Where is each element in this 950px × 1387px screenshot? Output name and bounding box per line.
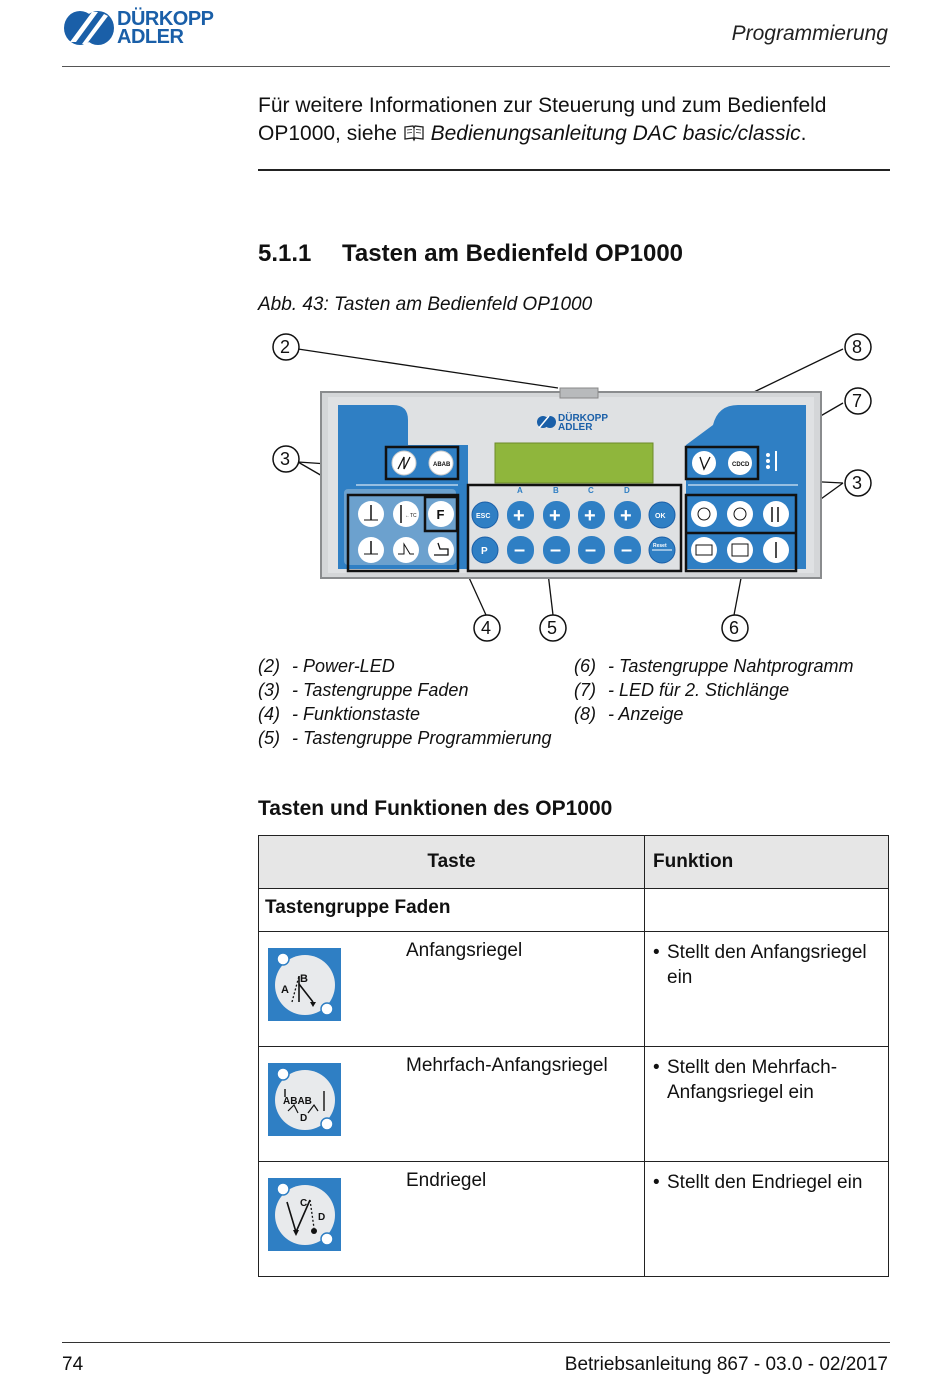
svg-text:D: D (318, 1212, 326, 1223)
svg-text:ABAB: ABAB (283, 1096, 312, 1107)
page-number: 74 (62, 1354, 84, 1375)
logo-line-2: ADLER (117, 26, 184, 48)
section-heading (258, 240, 683, 268)
panel-key-minus-c-label: – (585, 539, 597, 561)
col-label-d: D (624, 486, 630, 495)
svg-text:D: D (300, 1113, 308, 1124)
key-function: • Stellt den Mehrfach-Anfangsriegel ein (645, 1047, 889, 1162)
legend-right (574, 654, 853, 726)
callout-7-label: 7 (852, 391, 863, 411)
svg-text:B: B (300, 973, 308, 985)
callout-8-label: 8 (852, 337, 863, 357)
callout-3-left (273, 446, 299, 472)
panel-key-thread-5[interactable] (393, 537, 419, 563)
panel-key-seam-3[interactable] (763, 501, 789, 527)
intro-text: Für weitere Informationen zur Steuerung und zum Bedienfeld OP1000, siehe (258, 94, 827, 145)
functions-table (258, 835, 889, 1277)
header-rule (62, 66, 890, 67)
table-row (259, 1047, 889, 1162)
panel-key-mehrfach-endriegel[interactable] (728, 451, 752, 475)
mehrfach-anfangsriegel-icon (268, 1063, 341, 1136)
panel-logo-line-2: ADLER (558, 422, 593, 433)
panel-logo-line-1: DÜRKOPP (558, 413, 609, 424)
col-label-a: A (517, 486, 523, 495)
legend-left (258, 654, 551, 750)
callout-4 (474, 615, 500, 641)
header-section-title: Programmierung (731, 22, 888, 45)
panel-key-thread-2[interactable] (393, 501, 419, 527)
op1000-panel-figure (258, 325, 890, 650)
callout-2-label: 2 (280, 337, 291, 357)
col-header-taste: Taste (259, 836, 645, 889)
panel-key-reset-label: Reset (653, 543, 667, 549)
col-label-c: C (588, 486, 594, 495)
col-header-funktion: Funktion (645, 836, 889, 889)
callout-6-label: 6 (729, 618, 740, 638)
intro-rule (258, 169, 890, 171)
panel-key-ok-label: OK (655, 513, 666, 520)
key-name: Endriegel (406, 1170, 487, 1191)
section-title: Tasten am Bedienfeld OP1000 (342, 240, 684, 267)
panel-key-seam-4[interactable] (691, 537, 717, 563)
panel-key-seam-1[interactable] (691, 501, 717, 527)
panel-key-mehrfach-anfangsriegel[interactable] (429, 451, 453, 475)
panel-key-reset[interactable] (649, 537, 675, 563)
svg-text:ABAB: ABAB (433, 462, 451, 468)
panel-key-minus-b-label: – (550, 539, 562, 561)
key-function: • Stellt den Endriegel ein (645, 1162, 889, 1277)
panel-key-plus-d-label: + (620, 505, 632, 527)
endriegel-icon (268, 1178, 341, 1251)
callout-7 (845, 388, 871, 414)
panel-key-plus-d[interactable] (614, 501, 641, 529)
footer-document: Betriebsanleitung 867 - 03.0 - 02/2017 (564, 1354, 888, 1375)
anfangsriegel-icon (268, 948, 341, 1021)
callout-8 (845, 334, 871, 360)
panel-key-seam-5[interactable] (727, 537, 753, 563)
callout-3-right-label: 3 (852, 473, 863, 493)
section-number: 5.1.1 (258, 240, 312, 267)
svg-text:C: C (300, 1198, 308, 1209)
panel-key-plus-b-label: + (549, 505, 561, 527)
panel-key-p[interactable] (472, 537, 498, 563)
panel-key-plus-a[interactable] (507, 501, 534, 529)
callout-3-left-label: 3 (280, 449, 291, 469)
book-icon (403, 122, 431, 145)
intro-end: . (800, 122, 807, 145)
svg-text:←TC: ←TC (405, 513, 417, 519)
callout-5 (540, 615, 566, 641)
panel-key-thread-1[interactable] (358, 501, 384, 527)
panel-key-minus-d[interactable] (614, 536, 641, 564)
legend-item: (4) - Funktionstaste (258, 704, 421, 724)
panel-key-minus-b[interactable] (543, 536, 570, 564)
legend-item: (5) - Tastengruppe Programmierung (258, 728, 552, 748)
panel-key-endriegel[interactable] (692, 451, 716, 475)
group-row-label: Tastengruppe Faden (259, 889, 645, 932)
panel-key-esc-label: ESC (476, 513, 491, 520)
legend-item: (2) - Power-LED (258, 656, 395, 676)
callout-4-label: 4 (481, 618, 492, 638)
panel-key-seam-2[interactable] (727, 501, 753, 527)
callout-3-right (845, 470, 871, 496)
intro-paragraph (258, 92, 878, 148)
panel-key-f-label: F (436, 507, 445, 522)
key-function: • Stellt den Anfangsriegel ein (645, 932, 889, 1047)
footer-rule (62, 1342, 890, 1343)
callout-5-label: 5 (547, 618, 558, 638)
panel-key-esc[interactable] (472, 502, 498, 528)
callout-2 (273, 334, 299, 360)
intro-reference: Bedienungsanleitung DAC basic/classic (430, 122, 801, 145)
panel-key-anfangsriegel[interactable] (392, 451, 416, 475)
key-name: Mehrfach-Anfangsriegel (406, 1055, 608, 1076)
key-name: Anfangsriegel (406, 940, 523, 961)
svg-text:CDCD: CDCD (732, 462, 750, 468)
panel-key-plus-c[interactable] (578, 501, 605, 529)
company-logo (62, 8, 232, 50)
logo-line-1: DÜRKOPP (117, 8, 214, 30)
panel-key-minus-c[interactable] (578, 536, 605, 564)
figure-caption: Abb. 43: Tasten am Bedienfeld OP1000 (258, 294, 593, 315)
panel-key-minus-a[interactable] (507, 536, 534, 564)
legend-item: (3) - Tastengruppe Faden (258, 680, 469, 700)
legend-item: (8) - Anzeige (574, 704, 684, 724)
functions-heading: Tasten und Funktionen des OP1000 (258, 797, 613, 820)
group-row-empty (645, 889, 889, 932)
legend-item: (7) - LED für 2. Stichlänge (574, 680, 790, 700)
col-label-b: B (553, 486, 559, 495)
panel-key-plus-b[interactable] (543, 501, 570, 529)
panel-key-p-label: P (481, 546, 488, 557)
panel-key-plus-a-label: + (513, 505, 525, 527)
panel-key-f[interactable] (428, 501, 454, 527)
panel-key-seam-6[interactable] (763, 537, 789, 563)
table-row (259, 932, 889, 1047)
panel-key-minus-a-label: – (514, 539, 526, 561)
panel-display (495, 443, 653, 483)
table-row (259, 1162, 889, 1277)
panel-key-minus-d-label: – (621, 539, 633, 561)
panel-key-thread-6[interactable] (428, 537, 454, 563)
legend-item: (6) - Tastengruppe Nahtprogramm (574, 656, 854, 676)
svg-text:A: A (281, 984, 289, 996)
panel-key-ok[interactable] (649, 502, 675, 528)
logo-mark-icon (62, 8, 114, 48)
panel-key-thread-4[interactable] (358, 537, 384, 563)
callout-6 (722, 615, 748, 641)
panel-key-plus-c-label: + (584, 505, 596, 527)
